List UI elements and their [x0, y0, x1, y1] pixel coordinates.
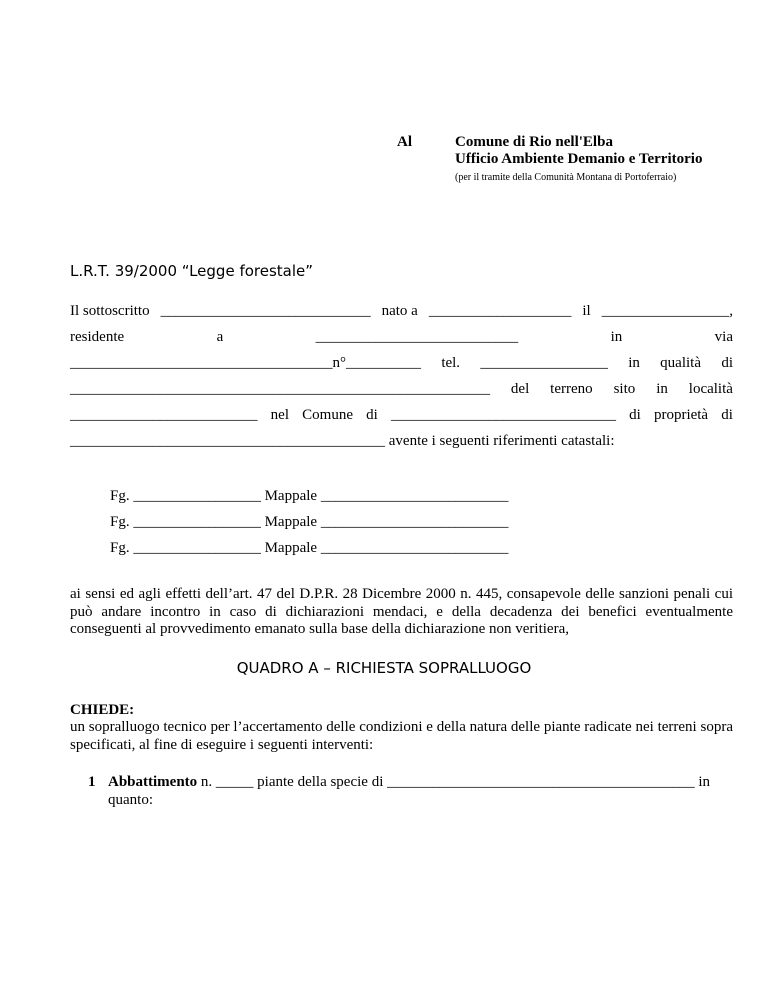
item-number: 1	[88, 774, 96, 790]
form-blank: _________________,	[601, 303, 733, 319]
form-word: località	[688, 381, 733, 397]
form-word: nel	[270, 407, 289, 423]
form-word: del	[510, 381, 530, 397]
form-line-1	[70, 303, 733, 320]
law-title: L.R.T. 39/2000 “Legge forestale”	[70, 262, 314, 280]
form-blank: ___________________	[428, 303, 572, 319]
cadastral-row: Fg. _________________ Mappale _________________________	[110, 514, 509, 530]
item-line	[108, 774, 710, 791]
item-bold-label: Abbattimento	[108, 774, 198, 790]
addressee-prefix: Al	[397, 134, 412, 150]
form-blank: ________________________________________________________	[70, 381, 490, 397]
item-line2: quanto:	[108, 792, 153, 808]
form-word: di	[721, 407, 733, 423]
form-word: residente	[70, 329, 125, 345]
form-blank: ____________________________	[160, 303, 371, 319]
form-word: tel.	[441, 355, 461, 371]
form-word: in	[628, 355, 640, 371]
addressee-line3: (per il tramite della Comunità Montana di Portoferraio)	[455, 172, 677, 183]
form-blank: ___________________________	[315, 329, 519, 345]
form-word: a	[216, 329, 224, 345]
form-blank: ___________________________________n°__________	[70, 355, 421, 371]
form-word: di	[721, 355, 733, 371]
form-word: proprietà	[653, 407, 709, 423]
form-word: nato a	[381, 303, 418, 319]
form-blank: _________________	[480, 355, 608, 371]
form-word: via	[714, 329, 733, 345]
form-line-3	[70, 355, 733, 372]
form-word: in	[610, 329, 623, 345]
form-line-5	[70, 407, 733, 424]
form-word: qualità	[660, 355, 701, 371]
cadastral-row: Fg. _________________ Mappale _________________________	[110, 540, 509, 556]
addressee-line1: Comune di Rio nell'Elba	[455, 134, 613, 150]
form-word: in	[656, 381, 668, 397]
cadastral-row: Fg. _________________ Mappale _________________________	[110, 488, 509, 504]
form-line-6: __________________________________________ avente i seguenti riferimenti catastali:	[70, 433, 615, 449]
chiede-paragraph: un sopralluogo tecnico per l’accertamento delle condizioni e della natura delle piante radicate nei terreni sopra specificati, al fine di eseguire i seguenti interventi:	[70, 719, 733, 753]
form-word: terreno	[550, 381, 593, 397]
section-title: QUADRO A – RICHIESTA SOPRALLUOGO	[236, 659, 532, 677]
form-line-4	[70, 381, 733, 398]
chiede-label: CHIEDE:	[70, 702, 135, 718]
form-word: il	[582, 303, 591, 319]
form-line-2	[70, 329, 733, 346]
form-word: sito	[613, 381, 636, 397]
item-text: n. _____ piante della specie di _________________________________________ in	[197, 774, 711, 790]
form-blank: ______________________________	[390, 407, 616, 423]
form-word: di	[629, 407, 641, 423]
form-word: Il sottoscritto	[70, 303, 150, 319]
declaration-paragraph: ai sensi ed agli effetti dell’art. 47 del D.P.R. 28 Dicembre 2000 n. 445, consapevole delle sanzioni penali cui può andare incontro in caso di dichiarazioni mendaci, e della decadenza dei benefici eventualmente conseguenti al provvedimento emanato sulla base della dichiarazione non veritiera,	[70, 586, 733, 637]
addressee-line2: Ufficio Ambiente Demanio e Territorio	[455, 151, 703, 167]
form-blank: _________________________	[70, 407, 258, 423]
form-word: Comune	[302, 407, 353, 423]
form-word: di	[366, 407, 378, 423]
